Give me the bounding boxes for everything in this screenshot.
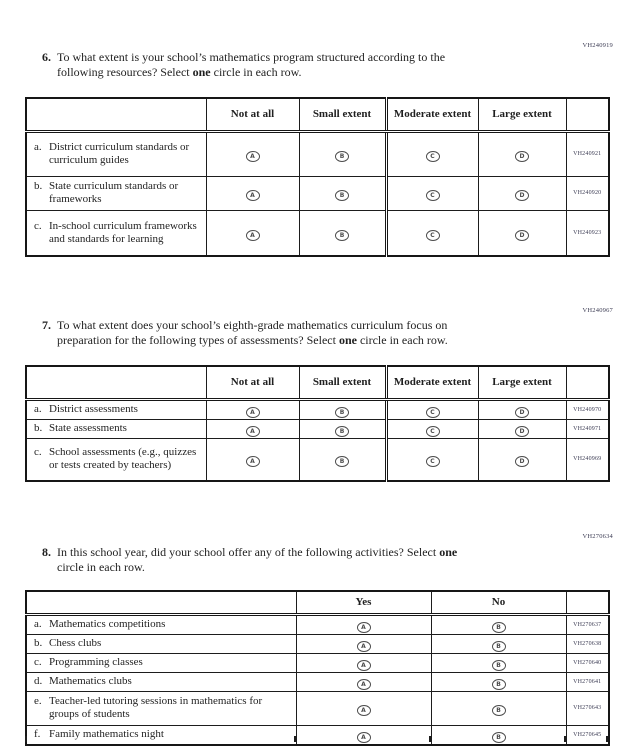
bubble-no[interactable]: B — [492, 641, 506, 652]
item-code: VH270645 — [566, 725, 609, 745]
column-header-no: No — [431, 591, 566, 614]
bubble-no[interactable]: B — [492, 732, 506, 743]
column-header-large-extent: Large extent — [478, 98, 566, 131]
table-row — [26, 399, 609, 419]
item-code: VH240970 — [566, 399, 609, 419]
bubble-large-extent[interactable]: D — [515, 190, 529, 201]
code-column-header — [566, 591, 609, 614]
stub-header — [26, 366, 206, 399]
table-row — [26, 438, 609, 481]
bubble-no[interactable]: B — [492, 679, 506, 690]
table-border-cut — [25, 736, 27, 742]
question-6-table — [25, 97, 610, 257]
question-6-code: VH240919 — [582, 42, 613, 49]
bubble-moderate-extent[interactable]: C — [426, 230, 440, 241]
question-7-code: VH240967 — [582, 307, 613, 314]
row-label: c. Programming classes — [26, 653, 296, 672]
bubble-moderate-extent[interactable]: C — [426, 190, 440, 201]
row-label: a. District curriculum standards or curriculum guides — [26, 131, 206, 176]
bubble-yes[interactable]: A — [357, 705, 371, 716]
table-row — [26, 653, 609, 672]
question-8-text: In this school year, did your school offer any of the following activities? Select one circle in each row. — [57, 545, 458, 574]
bubble-large-extent[interactable]: D — [515, 230, 529, 241]
bubble-large-extent[interactable]: D — [515, 426, 529, 437]
row-label: a. Mathematics competitions — [26, 614, 296, 634]
bubble-small-extent[interactable]: B — [335, 230, 349, 241]
item-code: VH270641 — [566, 672, 609, 691]
table-row — [26, 634, 609, 653]
bubble-large-extent[interactable]: D — [515, 151, 529, 162]
row-label: f. Family mathematics night — [26, 725, 296, 745]
table-row — [26, 614, 609, 634]
bubble-yes[interactable]: A — [357, 660, 371, 671]
item-code: VH270638 — [566, 634, 609, 653]
bubble-yes[interactable]: A — [357, 622, 371, 633]
table-border-cut — [606, 736, 608, 742]
column-header-small-extent: Small extent — [299, 98, 386, 131]
question-7 — [38, 318, 448, 348]
item-code: VH240971 — [566, 419, 609, 438]
bubble-large-extent[interactable]: D — [515, 407, 529, 418]
row-label: b. Chess clubs — [26, 634, 296, 653]
bubble-not-at-all[interactable]: A — [246, 151, 260, 162]
column-header-moderate-extent: Moderate extent — [386, 98, 478, 131]
question-8-number: 8. — [42, 545, 51, 559]
bubble-moderate-extent[interactable]: C — [426, 407, 440, 418]
bubble-small-extent[interactable]: B — [335, 190, 349, 201]
bubble-not-at-all[interactable]: A — [246, 190, 260, 201]
stub-header — [26, 591, 296, 614]
table-row — [26, 691, 609, 725]
question-6 — [38, 50, 445, 80]
item-code: VH240920 — [566, 176, 609, 210]
code-column-header — [566, 98, 609, 131]
bubble-not-at-all[interactable]: A — [246, 407, 260, 418]
table-border-cut — [294, 736, 296, 742]
question-7-number: 7. — [42, 318, 51, 332]
table-border-cut — [564, 736, 566, 742]
bubble-yes[interactable]: A — [357, 679, 371, 690]
column-header-not-at-all: Not at all — [206, 366, 299, 399]
item-code: VH240923 — [566, 210, 609, 256]
bubble-no[interactable]: B — [492, 660, 506, 671]
bubble-small-extent[interactable]: B — [335, 151, 349, 162]
row-label: b. State assessments — [26, 419, 206, 438]
bubble-small-extent[interactable]: B — [335, 407, 349, 418]
code-column-header — [566, 366, 609, 399]
item-code: VH270643 — [566, 691, 609, 725]
item-code: VH270637 — [566, 614, 609, 634]
stub-header — [26, 98, 206, 131]
column-header-moderate-extent: Moderate extent — [386, 366, 478, 399]
row-label: a. District assessments — [26, 399, 206, 419]
table-border-cut — [429, 736, 431, 742]
table-row — [26, 419, 609, 438]
question-8-table — [25, 590, 610, 746]
bubble-not-at-all[interactable]: A — [246, 456, 260, 467]
bubble-no[interactable]: B — [492, 622, 506, 633]
question-6-number: 6. — [42, 50, 51, 64]
table-row — [26, 210, 609, 256]
bubble-not-at-all[interactable]: A — [246, 426, 260, 437]
bubble-not-at-all[interactable]: A — [246, 230, 260, 241]
question-7-text: To what extent does your school’s eighth-grade mathematics curriculum focus on preparation for the following types of assessments? Select one circle in each row. — [57, 318, 448, 347]
column-header-large-extent: Large extent — [478, 366, 566, 399]
table-row — [26, 725, 609, 745]
bubble-moderate-extent[interactable]: C — [426, 151, 440, 162]
column-header-not-at-all: Not at all — [206, 98, 299, 131]
row-label: c. In-school curriculum frameworks and standards for learning — [26, 210, 206, 256]
bubble-moderate-extent[interactable]: C — [426, 456, 440, 467]
item-code: VH240921 — [566, 131, 609, 176]
column-header-yes: Yes — [296, 591, 431, 614]
bubble-large-extent[interactable]: D — [515, 456, 529, 467]
item-code: VH240969 — [566, 438, 609, 481]
table-row — [26, 131, 609, 176]
question-8-code: VH270634 — [582, 533, 613, 540]
question-7-table — [25, 365, 610, 482]
table-row — [26, 176, 609, 210]
bubble-yes[interactable]: A — [357, 641, 371, 652]
table-row — [26, 672, 609, 691]
bubble-yes[interactable]: A — [357, 732, 371, 743]
bubble-moderate-extent[interactable]: C — [426, 426, 440, 437]
row-label: e. Teacher-led tutoring sessions in mathematics for groups of students — [26, 691, 296, 725]
bubble-small-extent[interactable]: B — [335, 456, 349, 467]
column-header-small-extent: Small extent — [299, 366, 386, 399]
item-code: VH270640 — [566, 653, 609, 672]
row-label: c. School assessments (e.g., quizzes or tests created by teachers) — [26, 438, 206, 481]
row-label: d. Mathematics clubs — [26, 672, 296, 691]
bubble-no[interactable]: B — [492, 705, 506, 716]
question-8 — [38, 545, 457, 575]
row-label: b. State curriculum standards or frameworks — [26, 176, 206, 210]
question-6-text: To what extent is your school’s mathematics program structured according to the following resources? Select one circle in each row. — [57, 50, 446, 79]
bubble-small-extent[interactable]: B — [335, 426, 349, 437]
